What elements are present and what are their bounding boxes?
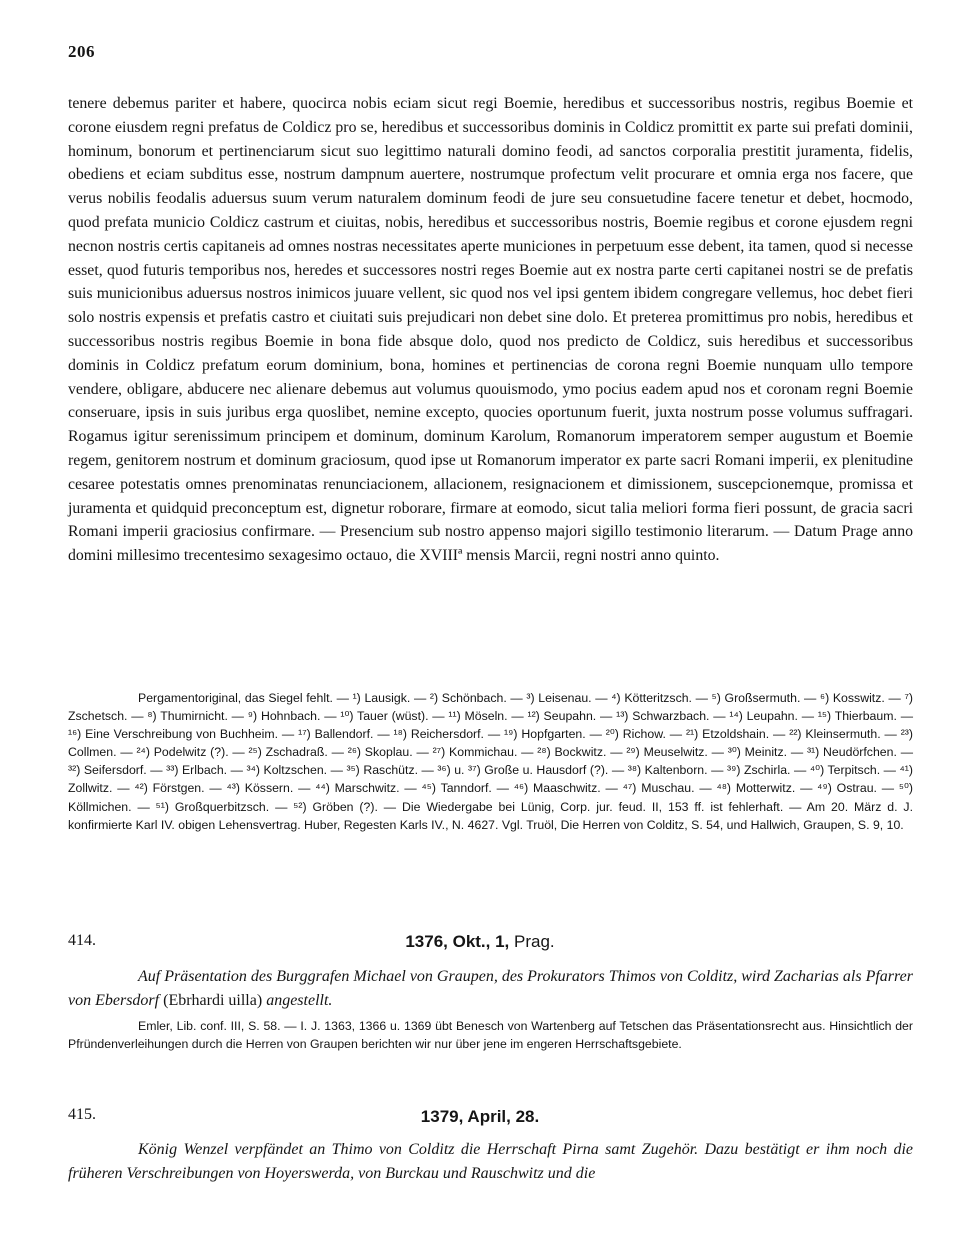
document-415-heading bbox=[0, 1107, 960, 1127]
document-415-number: 415. bbox=[68, 1106, 96, 1123]
document-414-footnote: Emler, Lib. conf. III, S. 58. — I. J. 1363, 1366 u. 1369 übt Benesch von Wartenberg auf Tetschen das Präsentationsrecht aus. Hinsichtlich der Pfründenverleihungen durch die Herren von Graupen berichten wir nur über jene im engeren Herrschaftsgebiete. bbox=[68, 1019, 913, 1052]
document-414-number: 414. bbox=[68, 932, 96, 949]
document-414-date: 1376, Okt., 1, bbox=[405, 932, 510, 951]
document-414-heading bbox=[0, 932, 960, 952]
document-414-regest-part-c: angestellt. bbox=[266, 991, 333, 1009]
document-414-regest bbox=[68, 965, 913, 1012]
document-414-regest-part-a: Auf Präsentation des Burggrafen Michael von Graupen, des Prokurators Thimos von Colditz, wird Zacharias als Pfarrer von Ebersdorf bbox=[68, 968, 913, 1009]
document-415-regest: König Wenzel verpfändet an Thimo von Colditz die Herrschaft Pirna samt Zugehör. Dazu bestätigt er ihm noch die früheren Verschreibungen von Hoyerswerda, von Burckau und Rauschwitz und die bbox=[68, 1141, 913, 1182]
document-414-regest-part-b: (Ebrhardi uilla) bbox=[163, 991, 263, 1009]
charter-body-text: tenere debemus pariter et habere, quocirca nobis eciam sicut regi Boemie, heredibus et successoribus nostris, regibus Boemie et corone eiusdem regni prefatus de Coldicz pro se, heredibus et successoribus dominis in Coldicz promittit ex parte sui prefati dominii, hominum, bonorum et pertinenciarum sicut suo legittimo naturali domino feodi, ad sanctos corporalia prestitit juramenta, fidelis, obediens et eciam subditus esse, nostrum dampnum auertere, nostrumque profectum velit procurare et omnia erga nos facere, que verus nobilis feodalis aduersus suum verum naturalem dominum feodi de jure seu consuetudine facere tenetur et debet, hocmodo, quod prefata municio Coldicz castrum et ciuitas, nobis, heredibus et successoribus nostris, Boemie regibus et corone ejusdem regni necnon nostris certis capitaneis ad omnes nostras necessitates aperte municiones in perpetuum esse debent, ita tamen, quod si necesse esset, quod futuris temporibus nos, heredes et successores nostri reges Boemie aut ex nostra parte certi capitanei nostri se de prefatis suis municionibus aduersus nostros inimicos juuare vellent, sic quod nos vel ipsi gentem ibidem congregare vellemus, hoc debet fieri solo nostris expensis et prefatis castro et ciuitati suis prejudicari non debet sine dolo. Et preterea promittimus pro nobis, heredibus et successoribus nostris regibus Boemie in bona fide absque dolo, quod nos predicto de Coldicz, suis heredibus et successoribus dominis in Coldicz prefatum eorum dominium, bona, homines et pertinencias de corona regni Boemie nunquam ullo tempore vendere, obligare, abducere nec alienare debemus aut volumus quouismodo, ymo pocius eadem apud nos et coronam regni Boemie conseruare, ipsis in suis juribus erga quoslibet, nemine excepto, quocies oportunum fuerit, juxta nostrum posse volumus suffragari. Rogamus igitur serenissimum principem et dominum, dominum Karolum, Romanorum imperatorem semper augustum et Boemie regem, genitorem nostrum et dominum graciosum, quod ipse ut Romanorum imperator ex parte sacri Romani imperii, ex plenitudine cesaree potestatis omnes prenominatas renunciacionem, allacionem, resignacionem et dimissionem, suscepcionemque, promissa et juramenta et quidquid preconceptum est, dignetur roborare, firmare at eomodo, sicut talia meliori forma fieri possunt, de gracia sacri Romani imperii graciosius confirmare. — Presencium sub nostro appenso majori sigillo testimonio literarum. — Datum Prage anno domini millesimo trecentesimo sexagesimo octauo, die XVIIIª mensis Marcii, regni nostri anno quinto. bbox=[68, 95, 913, 565]
document-415-date: 1379, April, 28. bbox=[420, 1107, 540, 1126]
charter-footnote: Pergamentoriginal, das Siegel fehlt. — ¹) Lausigk. — ²) Schönbach. — ³) Leisenau. — ⁴) Kötteritzsch. — ⁵) Großsermuth. — ⁶) Kosswitz. — ⁷) Zschetsch. — ⁸) Thumirnicht. — ⁹) Hohnbach. — ¹⁰) Tauer (wüst). — ¹¹) Möseln. — ¹²) Seupahn. — ¹³) Schwarzbach. — ¹⁴) Leupahn. — ¹⁵) Thierbaum. — ¹⁶) Eine Verschreibung von Buchheim. — ¹⁷) Ballendorf. — ¹⁸) Reichersdorf. — ¹⁹) Hopfgarten. — ²⁰) Richow. — ²¹) Etzoldshain. — ²²) Kleinsermuth. — ²³) Collmen. — ²⁴) Podelwitz (?). — ²⁵) Zschadraß. — ²⁶) Skoplau. — ²⁷) Kommichau. — ²⁸) Bockwitz. — ²⁹) Meuselwitz. — ³⁰) Meinitz. — ³¹) Neudörfchen. — ³²) Seifersdorf. — ³³) Erlbach. — ³⁴) Koltzschen. — ³⁵) Raschütz. — ³⁶) u. ³⁷) Große u. Hausdorf (?). — ³⁸) Kaltenborn. — ³⁹) Zschirla. — ⁴⁰) Terpitsch. — ⁴¹) Zollwitz. — ⁴²) Förstgen. — ⁴³) Kössern. — ⁴⁴) Marschwitz. — ⁴⁵) Tanndorf. — ⁴⁶) Maaschwitz. — ⁴⁷) Muschau. — ⁴⁸) Motterwitz. — ⁴⁹) Ostrau. — ⁵⁰) Köllmichen. — ⁵¹) Großquerbitzsch. — ⁵²) Gröben (?). — Die Wiedergabe bei Lünig, Corp. jur. feud. II, 153 ff. ist fehlerhaft. — Am 20. März d. J. konfirmierte Karl IV. obigen Lehensvertrag. Huber, Regesten Karls IV., N. 4627. Vgl. Truöl, Die Herren von Colditz, S. 54, und Hallwich, Graupen, S. 9, 10. bbox=[68, 691, 913, 832]
document-414-place: Prag. bbox=[514, 932, 555, 951]
page-number: 206 bbox=[68, 42, 95, 61]
